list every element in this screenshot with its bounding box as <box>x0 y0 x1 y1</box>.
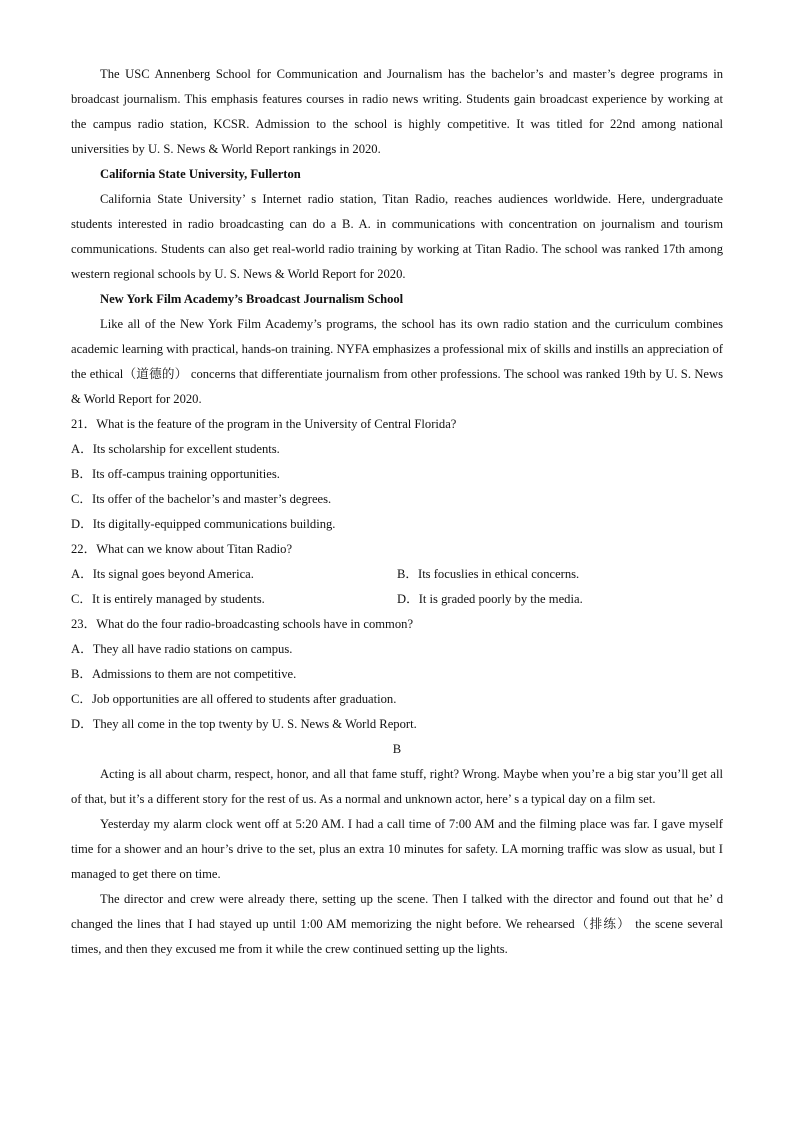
section-b-label: B <box>392 742 402 756</box>
question-stem: 22．What can we know about Titan Radio? <box>71 542 293 556</box>
option-c: C．It is entirely managed by students. <box>71 592 265 606</box>
option-c: C．Job opportunities are all offered to students after graduation. <box>71 692 397 706</box>
option-c: C．Its offer of the bachelor’s and master’s degrees. <box>71 492 332 506</box>
paragraph-nyfa: Like all of the New York Film Academy’s programs, the school has its own radio station and the curriculum combines academic learning with practical, hands-on training. NYFA emphasizes a professional mix of skills and instills an appreciation of the ethical（道德的） concerns that differentiate journalism from other professions. The school was ranked 19th by U. S. News & World Report for 2020. <box>71 317 723 406</box>
option-b: B．Its off-campus training opportunities. <box>71 467 280 481</box>
document-body <box>71 62 723 962</box>
paragraph-csuf: California State University’ s Internet radio station, Titan Radio, reaches audiences worldwide. Here, undergraduate students interested in radio broadcasting can do a B. A. in communications with concentration on journalism and tourism communications. Students can also get real-world radio training by working at Titan Radio. The school was ranked 17th among western regional schools by U. S. News & World Report for 2020. <box>71 192 723 281</box>
heading-nyfa: New York Film Academy’s Broadcast Journalism School <box>100 292 404 306</box>
option-d: D．Its digitally-equipped communications building. <box>71 517 336 531</box>
paragraph-director: The director and crew were already there, setting up the scene. Then I talked with the director and found out that he’ d changed the lines that I had stayed up until 1:00 AM memorizing the night before. We rehearsed（排练） the scene several times, and then they excused me from it while the crew continued setting up the lights. <box>71 892 723 956</box>
option-a: A．Its signal goes beyond America. <box>71 567 254 581</box>
option-a: A．They all have radio stations on campus. <box>71 642 293 656</box>
paragraph-alarm: Yesterday my alarm clock went off at 5:20 AM. I had a call time of 7:00 AM and the filming place was far. I gave myself time for a shower and an hour’s drive to the set, plus an extra 10 minutes for safety. LA morning traffic was slow as usual, but I managed to get there on time. <box>71 817 723 881</box>
option-d: D．They all come in the top twenty by U. S. News & World Report. <box>71 717 417 731</box>
option-b: B．Admissions to them are not competitive. <box>71 667 297 681</box>
options-row <box>71 562 723 587</box>
question-21 <box>71 412 723 537</box>
question-22 <box>71 537 723 612</box>
paragraph-acting: Acting is all about charm, respect, honor, and all that fame stuff, right? Wrong. Maybe when you’re a big star you’ll get all of that, but it’s a different story for the rest of us. As a normal and unknown actor, here’ s a typical day on a film set. <box>71 767 723 806</box>
options-row <box>71 587 723 612</box>
option-d: D．It is graded poorly by the media. <box>397 592 583 606</box>
option-b: B．Its focuslies in ethical concerns. <box>397 567 580 581</box>
option-a: A．Its scholarship for excellent students. <box>71 442 280 456</box>
heading-csuf: California State University, Fullerton <box>100 167 301 181</box>
question-stem: 23．What do the four radio-broadcasting schools have in common? <box>71 617 414 631</box>
paragraph-usc: The USC Annenberg School for Communication and Journalism has the bachelor’s and master’s degree programs in broadcast journalism. This emphasis features courses in radio news writing. Students gain broadcast experience by working at the campus radio station, KCSR. Admission to the school is highly competitive. It was titled for 22nd among national universities by U. S. News & World Report rankings in 2020. <box>71 67 723 156</box>
question-23 <box>71 612 723 737</box>
question-stem: 21．What is the feature of the program in the University of Central Florida? <box>71 417 457 431</box>
